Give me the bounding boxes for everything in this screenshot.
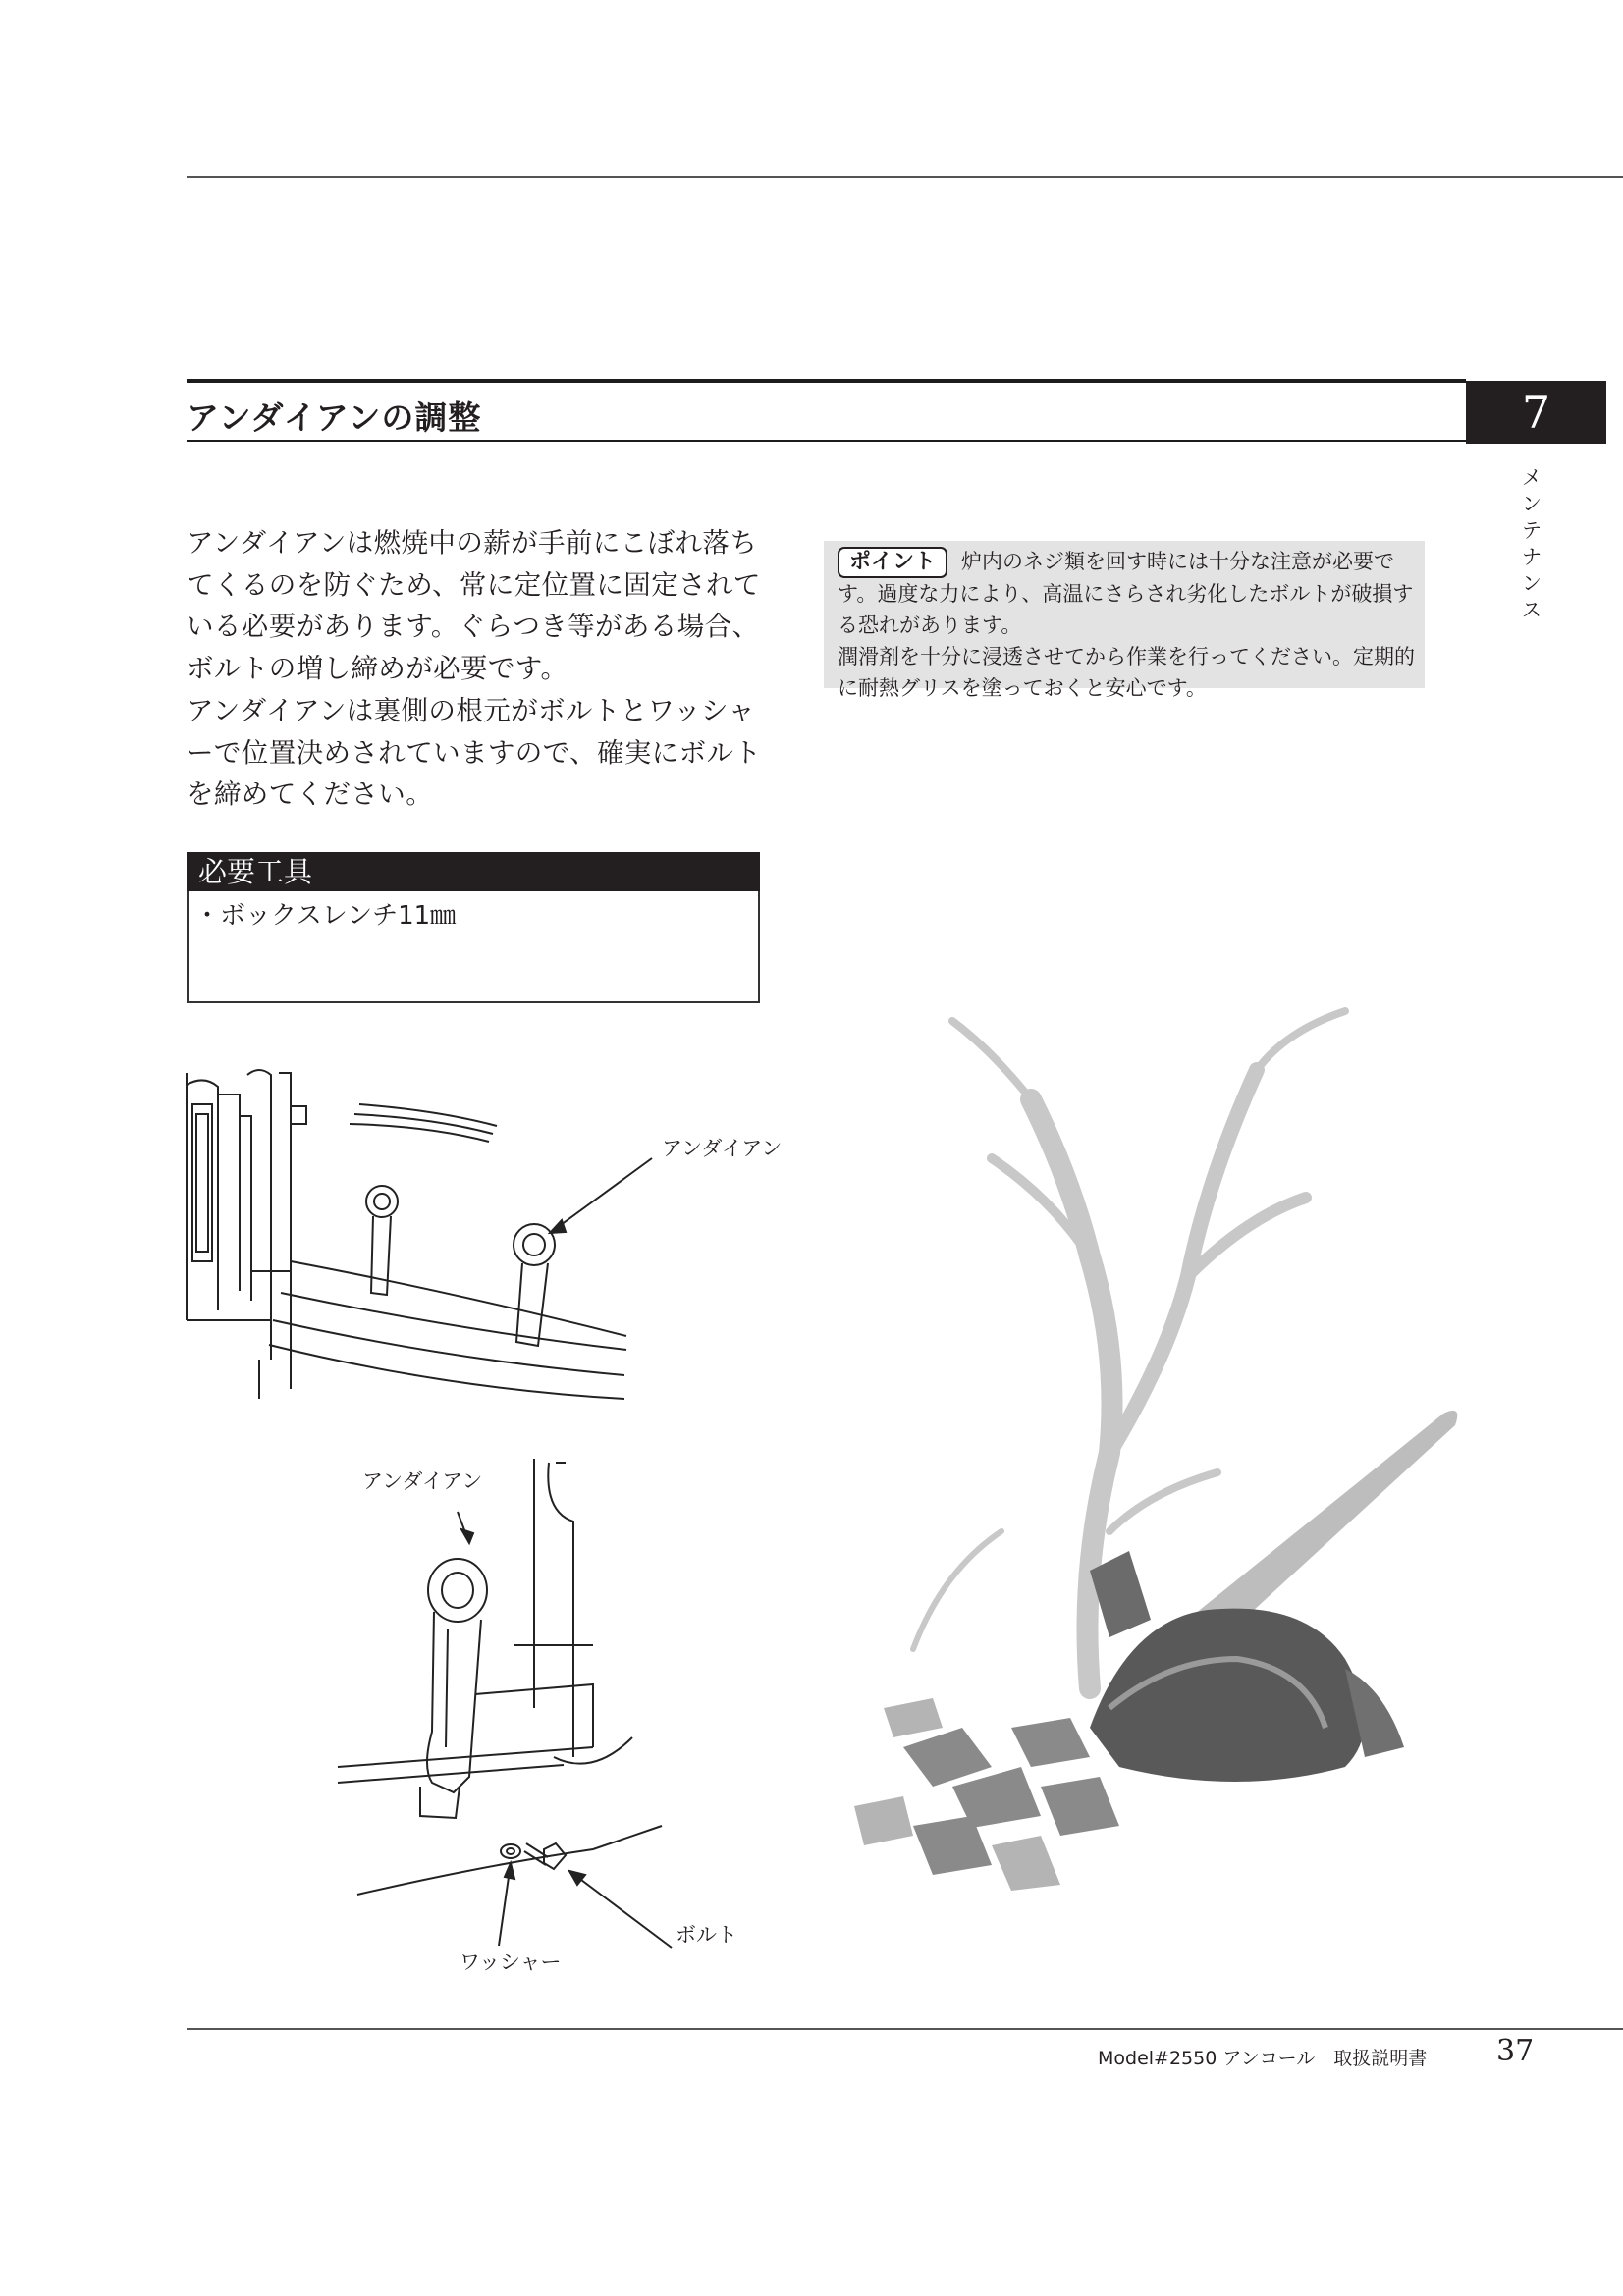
watercolor-tree-axe-illustration [795, 982, 1483, 1924]
andiron-label-1: アンダイアン [662, 1137, 783, 1160]
point-note [838, 546, 1417, 704]
andiron-overview-figure [183, 1065, 654, 1409]
chapter-number-tab: 7 [1466, 381, 1606, 444]
body-paragraph-1: アンダイアンは燃焼中の薪が手前にこぼれ落ちてくるのを防ぐため、常に定位置に固定されている必要があります。ぐらつき等がある場合、ボルトの増し締めが必要です。 [187, 527, 761, 684]
page-number: 37 [1496, 2034, 1535, 2068]
point-text-2: 潤滑剤を十分に浸透させてから作業を行ってください。定期的に耐熱グリスを塗っておくと安心です。 [838, 645, 1415, 700]
chapter-side-label: メンテナンス [1519, 466, 1542, 625]
bolt-label: ボルト [676, 1923, 737, 1947]
tools-heading: 必要工具 [187, 852, 760, 891]
footer-title: Model#2550 アンコール 取扱説明書 [1098, 2048, 1428, 2069]
andiron-bolt-detail-figure [338, 1453, 711, 1963]
body-paragraph-2: アンダイアンは裏側の根元がボルトとワッシャーで位置決めされていますので、確実にボルトを締めてください。 [187, 695, 762, 810]
section-title: アンダイアンの調整 [187, 399, 482, 437]
point-text-1: 炉内のネジ類を回す時には十分な注意が必要です。過度な力により、高温にさらされ劣化したボルトが破損する恐れがあります。 [838, 550, 1414, 637]
footer-rule [187, 2028, 1623, 2030]
washer-label: ワッシャー [460, 1950, 562, 1974]
point-badge: ポイント [838, 547, 947, 578]
header-rule [187, 176, 1623, 178]
tools-item: ・ボックスレンチ11㎜ [194, 901, 457, 931]
andiron-label-2: アンダイアン [362, 1469, 483, 1493]
